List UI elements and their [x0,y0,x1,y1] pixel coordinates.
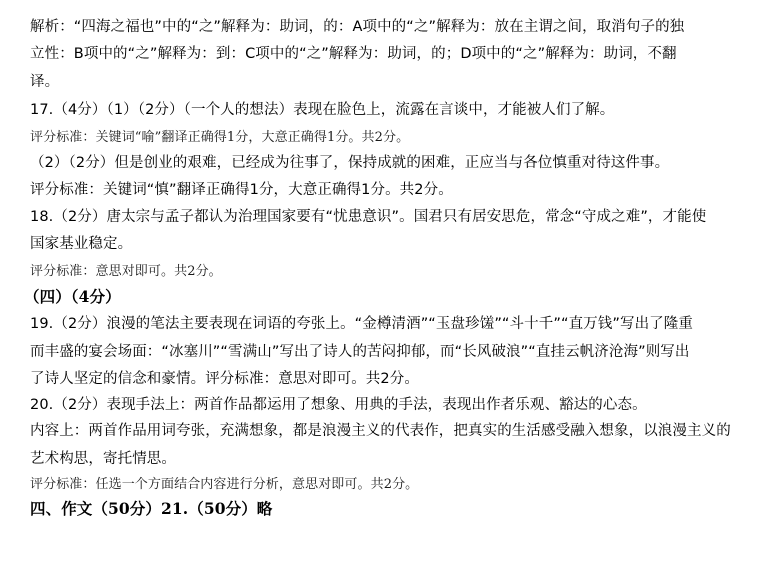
answer-analysis-line-3: 译。 [30,74,60,90]
q20-answer-content-line-2: 艺术构思，寄托情思。 [30,451,176,467]
q18-answer-line-1: 18.（2分）唐太宗与孟子都认为治理国家要有“忧患意识”。国君只有居安思危，常念“守成之难”，才能使 [30,209,707,225]
q18-answer-line-2: 国家基业稳定。 [30,236,133,252]
q20-scoring-note: 评分标准：任选一个方面结合内容进行分析，意思对即可。共2分。 [30,477,419,492]
q17-scoring-note-2: 评分标准：关键词“慎”翻译正确得1分，大意正确得1分。共2分。 [30,182,453,198]
q20-answer-content-line-1: 内容上：两首作品用词夸张，充满想象，都是浪漫主义的代表作，把真实的生活感受融入想象，以浪漫主义的 [30,423,731,439]
section-4-heading: （四）（4分） [24,287,121,306]
answer-analysis-line-1: 解析：“四海之福也”中的“之”解释为：助词，的：A项中的“之”解释为：放在主谓之间，取消句子的独 [30,19,685,35]
q17-answer-part1: 17.（4分）（1）（2分）（一个人的想法）表现在脸色上，流露在言谈中，才能被人们了解。 [30,102,615,118]
composition-section-heading: 四、作文（50分）21.（50分）略 [30,499,273,518]
q17-answer-part2: （2）（2分）但是创业的艰难，已经成为往事了，保持成就的困难，正应当与各位慎重对待这件事。 [30,155,670,171]
q19-answer-line-1: 19.（2分）浪漫的笔法主要表现在词语的夸张上。“金樽清酒”“玉盘珍馐”“斗十千”“直万钱”写出了隆重 [30,316,693,332]
q19-answer-line-2: 而丰盛的宴会场面：“冰塞川”“雪满山”写出了诗人的苦闷抑郁，而“长风破浪”“直挂云帆济沧海”则写出 [30,344,690,360]
q20-answer-technique: 20.（2分）表现手法上：两首作品都运用了想象、用典的手法，表现出作者乐观、豁达的心态。 [30,397,647,413]
answer-analysis-line-2: 立性：B项中的“之”解释为：到：C项中的“之”解释为：助词，的；D项中的“之”解释为：助词，不翻 [30,46,677,62]
q19-answer-line-3: 了诗人坚定的信念和豪情。评分标准：意思对即可。共2分。 [30,371,419,387]
q17-scoring-note-1: 评分标准：关键词“喻”翻译正确得1分，大意正确得1分。共2分。 [30,130,410,145]
q18-scoring-note: 评分标准：意思对即可。共2分。 [30,264,222,279]
